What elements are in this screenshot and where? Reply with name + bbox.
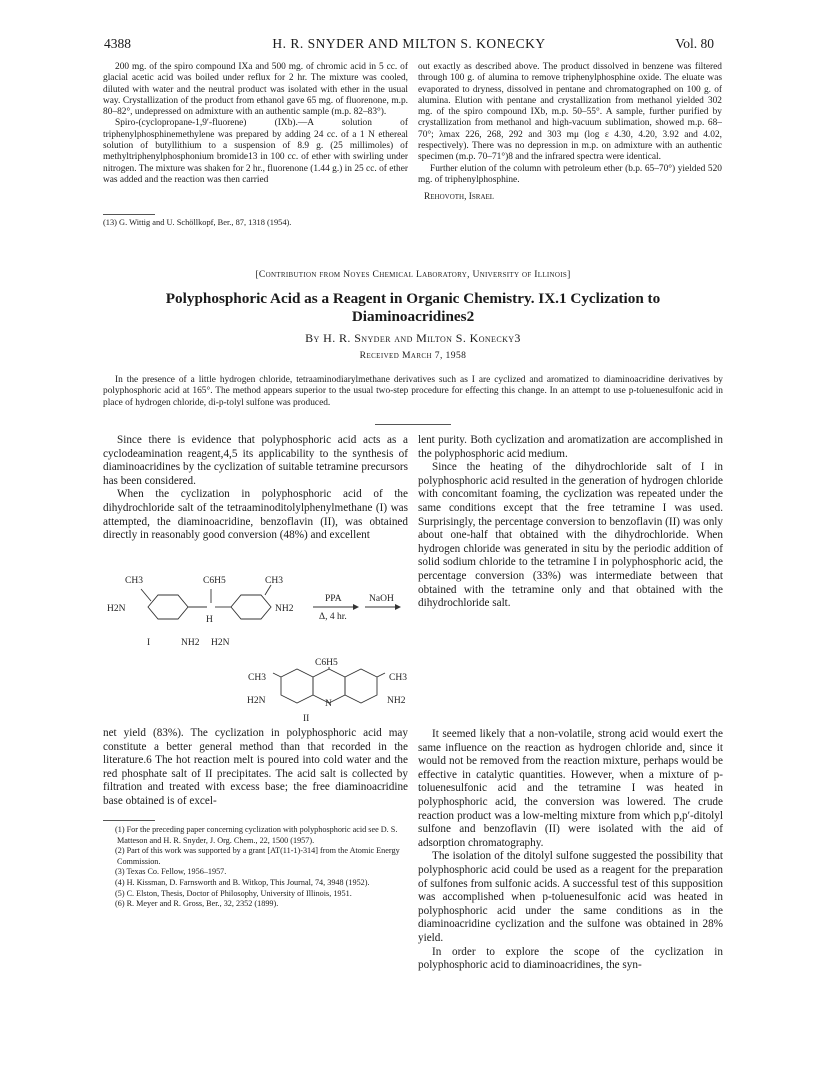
scheme-c6h5-prod: C6H5 <box>315 658 338 668</box>
prev-article-left-column <box>103 62 408 186</box>
scheme-h2n-prod: H2N <box>247 696 266 706</box>
scheme-reagent-bottom: Δ, 4 hr. <box>319 612 347 622</box>
scheme-c6h5-top: C6H5 <box>203 576 226 586</box>
prev-paragraph: 200 mg. of the spiro compound IXa and 500 mg. of chromic acid in 5 cc. of glacial acetic acid was boiled under reflux for 2 hr. The mixture was cooled, diluted with water and the neutral product was isolated with ether in the usual way. Crystallization of the product from ethanol gave 65 mg. of fluorenone, m.p. 80–82°, undepressed on admixture with an authentic sample (m.p. 82–83°). <box>103 62 408 118</box>
scheme-n-prod: N <box>325 699 332 709</box>
body-right-bottom <box>418 728 723 973</box>
prev-paragraph: out exactly as described above. The product dissolved in benzene was filtered through 100 g. of alumina to remove triphenylphosphine oxide. The eluate was evaporated to dryness, dissolved in pentane and chromatographed on 100 g. of alumina. Elution with pentane and crystallization from methanol yielded 302 mg. of the spiro compound IXb, m.p. 50–55°. A sample, further purified by crystallization from methanol and high-vacuum sublimation, showed m.p. 68–70°; λmax 226, 268, 292 and 303 mμ (log ε 4.30, 4.20, 3.92 and 4.02, respectively). There was no depression in m.p. on admixture with an authentic specimen (m.p. 70–71°)8 and the infrared spectra were identical. <box>418 62 722 163</box>
footnote-13: (13) G. Wittig and U. Schöllkopf, Ber., 87, 1318 (1954). <box>103 218 292 227</box>
abstract-rule <box>375 424 451 425</box>
body-paragraph: It seemed likely that a non-volatile, strong acid would exert the same influence on the reaction as hydrogen chloride and, since it would not be removed from the reaction mixture, perhaps would be effective in catalytic quantities. However, when a mixture of p-toluenesulfonic acid and the tetramine I was heated in polyphosphoric acid, the conversion was lowered. The crude reaction product was a low-melting mixture from which p,p′-ditolyl sulfone and benzoflavin (II) were isolated with the aid of adsorption chromatography. <box>418 728 723 849</box>
body-paragraph: Since there is evidence that polyphosphoric acid acts as a cyclodeamination reagent,4,5 its applicability to the synthesis of diaminoacridines by the cyclization of suitable tetramine precursors has been considered. <box>103 434 408 487</box>
article-title: Polyphosphoric Acid as a Reagent in Organic Chemistry. IX.1 Cyclization to Diaminoacridines2 <box>165 290 661 325</box>
methine-bonds-icon <box>188 589 231 607</box>
scheme-h-center: H <box>206 615 213 625</box>
body-paragraph: The isolation of the ditolyl sulfone suggested the possibility that polyphosphoric acid could be used as a reagent for the preparation of sulfones from sulfonic acids. A successful test of this supposition was accomplished when p-toluenesulfonic acid was heated in polyphosphoric acid under the same conditions as in the diaminoacridine cyclization and the sulfone was obtained in 28% yield. <box>418 850 723 944</box>
footnotes <box>103 825 408 910</box>
abstract: In the presence of a little hydrogen chloride, tetraaminodiarylmethane derivatives such as I are cyclized and aromatized to diaminoacridine derivatives by polyphosphoric acid at 165°. The method appears superior to the usual two-step procedure for effecting this change. In an attempt to use p-toluenesulfonic acid in place of hydrogen chloride, di-p-tolyl sulfone was produced. <box>103 375 723 408</box>
footnote: (5) C. Elston, Thesis, Doctor of Philosophy, University of Illinois, 1951. <box>115 888 352 898</box>
scheme-ch3-prod-right: CH3 <box>389 673 407 683</box>
base-arrowhead-icon <box>395 604 401 610</box>
ring-right-icon <box>231 585 271 619</box>
signoff: Rehovoth, Israel <box>424 192 495 203</box>
scheme-ch3-left: CH3 <box>125 576 143 586</box>
scheme-h2n-low: H2N <box>211 638 230 648</box>
acridine-ring-icon <box>273 667 385 703</box>
scheme-nh2-prod: NH2 <box>387 696 406 706</box>
reaction-arrowhead-icon <box>353 604 359 610</box>
prev-article-right-column <box>418 62 722 204</box>
footnote: (2) Part of this work was supported by a grant [AT(11-1)-314] from the Atomic Energy Commission. <box>115 846 400 866</box>
scheme-label-I: I <box>147 638 151 648</box>
scheme-h2n-left: H2N <box>107 604 126 614</box>
prev-paragraph: Spiro-(cyclopropane-1,9′-fluorene) (IXb).—A solution of triphenylphosphinemethylene was prepared by adding 24 cc. of a 1 N ethereal solution of butyllithium to a suspension of 8.9 g. (25 millimoles) of methyltriphenylphosphonium bromide13 in 100 cc. of ether with swirling under nitrogen. The mixture was shaken for 2 hr., fluorenone (1.44 g.) in 25 cc. of ether was added and the reaction was then carried <box>103 118 408 185</box>
footnote: (6) R. Meyer and R. Gross, Ber., 32, 2352 (1899). <box>115 899 279 909</box>
scheme-ch3-right: CH3 <box>265 576 283 586</box>
scheme-drawing <box>103 565 433 725</box>
byline: By H. R. Snyder and Milton S. Konecky3 <box>305 331 521 345</box>
footnote-rule <box>103 214 155 215</box>
scheme-label-II: II <box>303 714 310 724</box>
ring-left-icon <box>141 589 188 619</box>
scheme-naoh: NaOH <box>369 594 394 604</box>
body-right-top <box>418 434 723 611</box>
scheme-reagent-top: PPA <box>325 594 342 604</box>
body-left-top <box>103 434 408 543</box>
scheme-nh2-low: NH2 <box>181 638 200 648</box>
scheme-nh2-right: NH2 <box>275 604 294 614</box>
reaction-scheme <box>103 565 433 725</box>
body-paragraph: In order to explore the scope of the cyclization in polyphosphoric acid to diaminoacridines, the syn- <box>418 945 723 972</box>
footnote: (3) Texas Co. Fellow, 1956–1957. <box>115 867 227 877</box>
contribution-line: [Contribution from Noyes Chemical Laboratory, University of Illinois] <box>255 269 571 280</box>
running-title: H. R. SNYDER AND MILTON S. KONECKY <box>272 36 546 51</box>
footnotes-rule <box>103 820 155 821</box>
body-paragraph: When the cyclization in polyphosphoric acid of the dihydrochloride salt of the tetraaminoditolylphenylmethane (I) was attempted, the diaminoacridine, benzoflavin (II), was obtained directly in reasonably good conversion (48%) and excellent <box>103 488 408 542</box>
footnote: (4) H. Kissman, D. Farnsworth and B. Witkop, This Journal, 74, 3948 (1952). <box>115 877 370 887</box>
page-header <box>104 36 714 54</box>
body-paragraph: lent purity. Both cyclization and aromatization are accomplished in the polyphosphoric acid medium. <box>418 434 723 460</box>
footnote: (1) For the preceding paper concerning cyclization with polyphosphoric acid see D. S. Matteson and H. R. Snyder, J. Org. Chem., 22, 1500 (1957). <box>115 825 398 845</box>
body-left-bottom: net yield (83%). The cyclization in polyphosphoric acid may constitute a better general method than that recorded in the literature.6 The hot reaction melt is poured into cold water and the red phosphate salt of II precipitates. The acid salt is collected by filtration and treated with excess base; the free diaminoacridine base obtained is of excel- <box>103 727 408 807</box>
scheme-ch3-prod-left: CH3 <box>248 673 266 683</box>
page-number: 4388 <box>104 36 131 51</box>
received-date: Received March 7, 1958 <box>359 350 467 361</box>
prev-paragraph: Further elution of the column with petroleum ether (b.p. 65–70°) yielded 520 mg. of triphenylphosphine. <box>418 163 722 185</box>
volume-label: Vol. 80 <box>675 36 714 51</box>
body-paragraph: Since the heating of the dihydrochloride salt of I in polyphosphoric acid resulted in the generation of hydrogen chloride with concomitant foaming, the cyclization was repeated under the same conditions except that the free tetramine I was used. Surprisingly, the percentage conversion to benzoflavin (II) was only about one-half that obtained with the dihydrochloride. When hydrogen chloride was generated in situ by the periodic addition of solid sodium chloride to the tetramine I in polyphosphoric acid, the percentage conversion (33%) was intermediate between that obtained with the tetramine only and that obtained with the dihydrochloride salt. <box>418 461 723 610</box>
